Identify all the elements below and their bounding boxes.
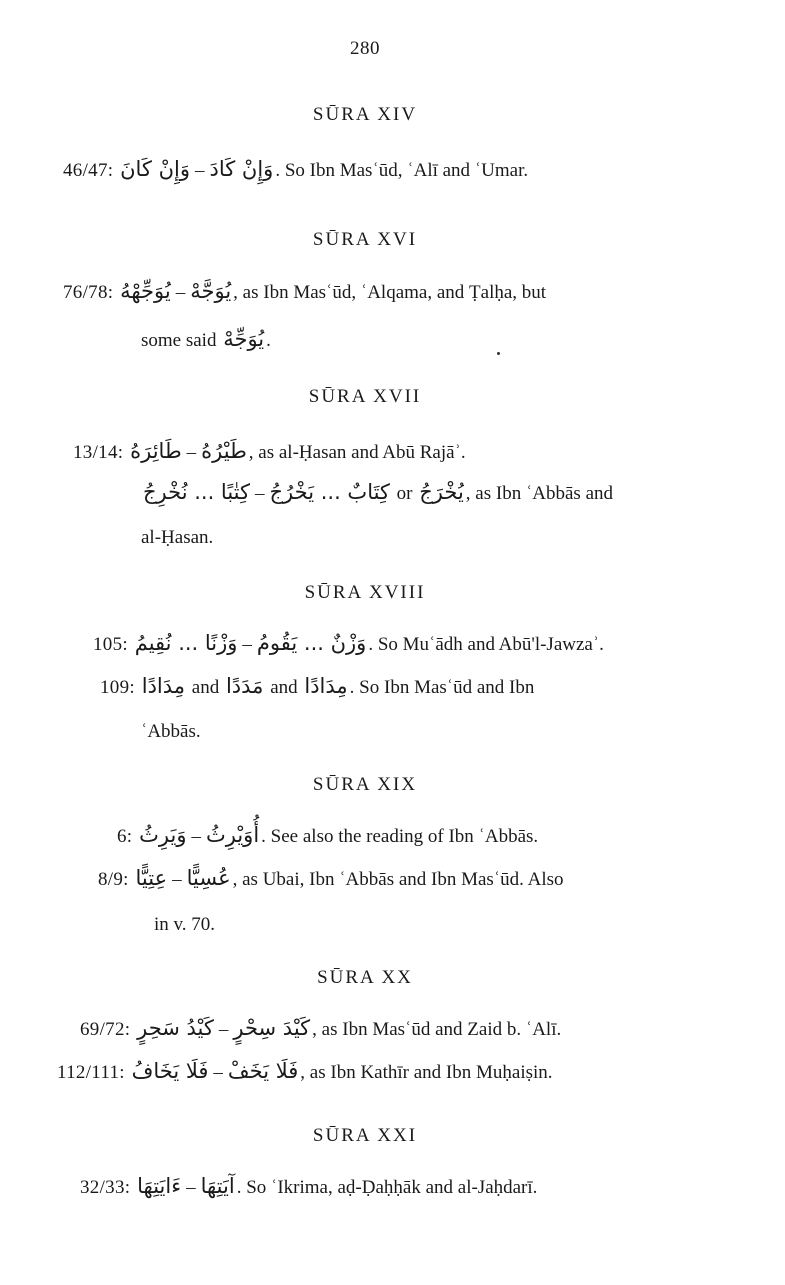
page-number: 280: [350, 38, 380, 59]
entry-note: . So Ibn Masʿūd and Ibn: [349, 677, 535, 698]
verse-entry: 76/78: يُوَجِّهْهُ – يُوَجَّهْ , as Ibn Masʿūd, ʿAlqama, and Ṭalḥa, but: [63, 279, 547, 303]
entry-note: , as Ibn Masʿūd, ʿAlqama, and Ṭalḥa, but: [233, 282, 547, 303]
arabic-reading: ءَايَتِهَا: [137, 1174, 182, 1198]
arabic-variant: آيَتِهَا: [200, 1174, 235, 1198]
entry-note: , as Ibn Masʿūd and Zaid b. ʿAlī.: [312, 1019, 562, 1040]
sura-heading: SŪRA XXI: [312, 1125, 418, 1146]
verse-reference: 76/78:: [63, 282, 114, 303]
arabic-variant: كِتَابٌ ... يَخْرُجُ: [269, 480, 390, 504]
arabic-reading: يُوَجِّهْهُ: [120, 279, 171, 303]
sura-heading: SŪRA XX: [317, 967, 413, 988]
entry-note: , as Ibn ʿAbbās and: [465, 483, 614, 504]
verse-reference: 8/9:: [98, 869, 129, 890]
verse-reference: 109:: [100, 677, 135, 698]
verse-entry: 105: وَزْنًا ... نُقِيمُ – وَزْنٌ ... يَقُومُ . So Muʿādh and Abū'l-Jawzaʾ.: [93, 631, 604, 655]
verse-entry: كِتٰبًا ... نُخْرِجُ – كِتَابٌ ... يَخْرُجُ or يُخْرَجُ , as Ibn ʿAbbās and: [143, 480, 614, 504]
arabic-variant: مِدَادًا: [304, 674, 348, 698]
print-speck: [497, 352, 500, 355]
arabic-variant: كَيْدَ سِحْرٍ: [233, 1016, 311, 1040]
entry-note: , as al-Ḥasan and Abū Rajāʾ.: [248, 442, 466, 463]
verse-entry: [100, 674, 534, 700]
sura-heading: SŪRA XVI: [312, 229, 418, 250]
arabic-variant: فَلَا يَخَفْ: [227, 1059, 299, 1083]
arabic-reading: وَإِنْ كَانَ: [120, 157, 190, 181]
sura-heading: SŪRA XVII: [308, 386, 422, 407]
and-word: and: [270, 677, 298, 698]
arabic-reading: وَزْنًا ... نُقِيمُ: [134, 631, 238, 655]
arabic-reading: كَيْدُ سَحِرٍ: [137, 1016, 214, 1040]
verse-entry: 69/72: كَيْدُ سَحِرٍ – كَيْدَ سِحْرٍ , as Ibn Masʿūd and Zaid b. ʿAlī.: [80, 1016, 562, 1040]
sura-heading: SŪRA XIX: [312, 774, 418, 795]
entry-note: , as Ubai, Ibn ʿAbbās and Ibn Masʿūd. Also: [232, 869, 564, 890]
entry-continuation: [141, 327, 271, 352]
arabic-variant: أُوَيْرِثُ: [205, 823, 260, 847]
entry-note: . So ʿIkrima, aḍ-Ḍaḥḥāk and al-Jaḥdarī.: [236, 1177, 538, 1198]
continuation-text: some said: [141, 330, 222, 351]
sura-heading: SŪRA XIV: [312, 104, 418, 125]
verse-entry: 112/111: فَلَا يَخَافُ – فَلَا يَخَفْ , as Ibn Kathīr and Ibn Muḥaiṣin.: [57, 1059, 553, 1083]
sura-heading: SŪRA XVIII: [304, 582, 426, 603]
arabic-variant: مَدَدًا: [225, 674, 264, 698]
verse-reference: 6:: [117, 826, 133, 847]
verse-entry: 8/9: عِتِيًّا – عُسِيًّا , as Ubai, Ibn ʿAbbās and Ibn Masʿūd. Also: [98, 866, 564, 890]
verse-reference: 13/14:: [73, 442, 124, 463]
verse-entry: 32/33: ءَايَتِهَا – آيَتِهَا . So ʿIkrima, aḍ-Ḍaḥḥāk and al-Jaḥdarī.: [80, 1174, 538, 1198]
arabic-variant: يُوَجِّهْ: [223, 327, 265, 351]
arabic-variant: يُوَجَّهْ: [190, 279, 232, 303]
verse-reference: 46/47:: [63, 160, 114, 181]
arabic-reading: طَائِرَهُ: [130, 439, 182, 463]
entry-note: . See also the reading of Ibn ʿAbbās.: [261, 826, 539, 847]
continuation-end: .: [266, 330, 271, 351]
entry-continuation: al-Ḥasan.: [141, 527, 214, 548]
arabic-reading: وَيَرِثُ: [139, 823, 187, 847]
verse-reference: 69/72:: [80, 1019, 131, 1040]
arabic-reading: فَلَا يَخَافُ: [131, 1059, 209, 1083]
arabic-reading: مِدَادًا: [141, 674, 186, 698]
verse-entry: 46/47: وَإِنْ كَانَ – وَإِنْ كَادَ . So Ibn Masʿūd, ʿAlī and ʿUmar.: [63, 157, 529, 181]
verse-reference: 105:: [93, 634, 128, 655]
verse-entry: 13/14: طَائِرَهُ – طَيْرُهُ , as al-Ḥasan and Abū Rajāʾ.: [73, 439, 466, 463]
verse-reference: 32/33:: [80, 1177, 131, 1198]
verse-entry: 6: وَيَرِثُ – أُوَيْرِثُ . See also the reading of Ibn ʿAbbās.: [117, 823, 539, 847]
entry-note: , as Ibn Kathīr and Ibn Muḥaiṣin.: [300, 1062, 553, 1083]
arabic-variant: عُسِيًّا: [186, 866, 231, 890]
arabic-variant: طَيْرُهُ: [201, 439, 247, 463]
arabic-reading: عِتِيًّا: [135, 866, 168, 890]
arabic-variant: وَزْنٌ ... يَقُومُ: [256, 631, 367, 655]
arabic-variant: وَإِنْ كَادَ: [209, 157, 274, 181]
entry-continuation: ʿAbbās.: [141, 721, 201, 742]
verse-reference: 112/111:: [57, 1062, 125, 1083]
entry-continuation: in v. 70.: [154, 914, 216, 935]
arabic-variant: يُخْرَجُ: [419, 480, 464, 504]
entry-note: . So Ibn Masʿūd, ʿAlī and ʿUmar.: [275, 160, 529, 181]
arabic-reading: كِتٰبًا ... نُخْرِجُ: [143, 480, 250, 504]
or-word: or: [396, 483, 413, 504]
and-word: and: [191, 677, 220, 698]
entry-note: . So Muʿādh and Abū'l-Jawzaʾ.: [368, 634, 604, 655]
